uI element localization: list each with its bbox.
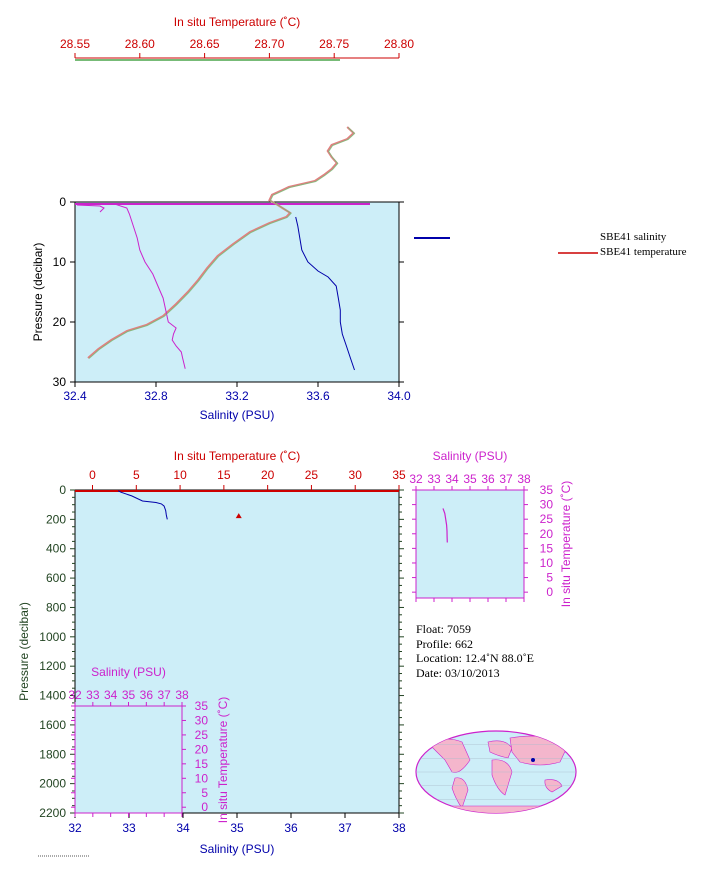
top-sal-tick-label: 34.0	[387, 389, 411, 403]
bottom-pressure-tick-label: 1200	[39, 659, 66, 674]
ts-sal-tick-label: 35	[121, 688, 136, 702]
ts-temp-tick-label: 35	[539, 483, 553, 497]
ts-sal-tick-label: 33	[427, 472, 441, 486]
top-sal-tick-label: 33.2	[225, 389, 249, 403]
bottom-pressure-tick-label: 0	[59, 483, 66, 497]
bottom-pressure-tick-label: 1000	[39, 629, 66, 644]
top-pressure-axis-title: Pressure (decibar)	[31, 242, 45, 342]
bottom-sal-tick-label: 35	[230, 821, 244, 835]
ts-sal-tick-label: 34	[103, 688, 118, 702]
top-temp-tick-label: 28.55	[59, 37, 91, 51]
bottom-pressure-tick-label: 2200	[39, 806, 66, 820]
ts-sal-axis-title: Salinity (PSU)	[91, 665, 166, 679]
bottom-pressure-tick-label: 1400	[39, 688, 66, 703]
ts-plot-area	[75, 706, 182, 813]
bottom-pressure-tick-label: 2000	[39, 776, 66, 791]
top-pressure-tick-label: 10	[52, 255, 66, 269]
location: Location: 12.4˚N 88.0˚E	[416, 651, 534, 665]
top-pressure-tick-label: 30	[52, 375, 66, 389]
ts-temp-tick-label: 25	[194, 727, 208, 742]
bottom-sal-tick-label: 37	[338, 821, 352, 835]
top-sal-axis-title: Salinity (PSU)	[199, 408, 275, 422]
bottom-temp-tick-label: 15	[217, 468, 231, 482]
bottom-temp-tick-label: 35	[392, 468, 406, 482]
ts-temp-tick-label: 35	[194, 699, 208, 713]
ts-temp-tick-label: 5	[201, 785, 208, 800]
bottom-temp-tick-label: 0	[89, 468, 96, 482]
top-temp-axis-title: In situ Temperature (˚C)	[173, 15, 301, 29]
bottom-pressure-tick-label: 200	[45, 512, 66, 527]
top-temp-tick-label: 28.70	[254, 37, 285, 51]
ts-sal-tick-label: 38	[175, 688, 189, 702]
ts-sal-axis-title: Salinity (PSU)	[432, 449, 508, 463]
top-temp-tick-label: 28.65	[189, 37, 220, 51]
ts-temp-tick-label: 0	[546, 585, 553, 600]
bottom-pressure-axis-title: Pressure (decibar)	[17, 602, 31, 701]
ts-temp-axis-title: In situ Temperature (˚C)	[559, 480, 573, 608]
date: Date: 03/10/2013	[416, 665, 500, 680]
ts-sal-tick-label: 34	[445, 472, 459, 486]
top-temp-tick-label: 28.75	[319, 37, 350, 51]
top-pressure-tick-label: 0	[59, 195, 66, 209]
profile-number: Profile: 662	[416, 636, 473, 651]
world-map-landmass	[440, 806, 560, 815]
bottom-sal-tick-label: 34	[176, 821, 190, 835]
ts-sal-tick-label: 32	[68, 688, 82, 702]
bottom-pressure-tick-label: 1800	[39, 747, 66, 762]
float-id: Float: 7059	[416, 622, 472, 636]
ts-sal-tick-label: 35	[463, 472, 477, 486]
ts-temp-tick-label: 10	[194, 771, 208, 786]
bottom-sal-tick-label: 33	[122, 821, 136, 835]
bottom-temp-tick-label: 5	[132, 468, 140, 482]
ts-temp-axis-title: In situ Temperature (˚C)	[216, 696, 230, 824]
ts-temp-tick-label: 10	[539, 555, 553, 570]
ts-sal-tick-label: 33	[86, 688, 100, 702]
bottom-temp-tick-label: 30	[348, 468, 362, 482]
top-temp-tick-label: 28.60	[124, 37, 155, 51]
float-location-marker	[531, 758, 535, 762]
top-sal-tick-label: 33.6	[306, 389, 330, 403]
bottom-pressure-tick-label: 600	[45, 571, 66, 586]
bottom-pressure-tick-label: 1600	[39, 717, 66, 732]
ts-temp-tick-label: 20	[539, 526, 553, 541]
ts-temp-tick-label: 30	[194, 713, 208, 728]
legend-salinity-label: SBE41 salinity	[600, 231, 667, 243]
bottom-temp-tick-label: 20	[260, 468, 275, 482]
legend-temperature-label: SBE41 temperature	[600, 246, 687, 258]
ts-sal-tick-label: 37	[157, 688, 171, 702]
world-map-landmass	[510, 736, 568, 765]
bottom-sal-tick-label: 36	[284, 821, 298, 835]
ts-sal-tick-label: 36	[139, 688, 154, 702]
bottom-sal-tick-label: 38	[392, 821, 406, 835]
ts-temp-tick-label: 5	[546, 570, 553, 585]
ts-sal-tick-label: 36	[481, 472, 495, 486]
ts-temp-tick-label: 0	[201, 800, 208, 815]
top-temp-tick-label: 28.80	[383, 37, 415, 51]
ts-temp-tick-label: 30	[539, 497, 553, 512]
ts-temp-tick-label: 15	[539, 541, 553, 556]
ts-sal-tick-label: 37	[499, 472, 513, 486]
bottom-pressure-tick-label: 800	[45, 600, 66, 615]
bottom-temp-tick-label: 25	[304, 468, 319, 482]
float-info	[416, 622, 534, 680]
bottom-temp-axis-title: In situ Temperature (˚C)	[173, 449, 301, 463]
ts-sal-tick-label: 38	[517, 472, 531, 486]
top-plot-area	[75, 202, 399, 382]
ts-temp-tick-label: 15	[194, 756, 208, 771]
bottom-pressure-tick-label: 400	[45, 541, 66, 556]
bottom-sal-axis-title: Salinity (PSU)	[199, 842, 275, 856]
ts-temp-tick-label: 25	[539, 512, 553, 527]
top-sal-tick-label: 32.4	[63, 389, 87, 403]
top-sal-tick-label: 32.8	[144, 389, 168, 403]
top-pressure-tick-label: 20	[52, 315, 66, 329]
bottom-temp-tick-label: 10	[173, 468, 187, 482]
ts-plot-area	[416, 490, 524, 598]
ts-sal-tick-label: 32	[409, 472, 423, 486]
bottom-sal-tick-label: 32	[68, 821, 82, 835]
ts-temp-tick-label: 20	[194, 742, 208, 757]
